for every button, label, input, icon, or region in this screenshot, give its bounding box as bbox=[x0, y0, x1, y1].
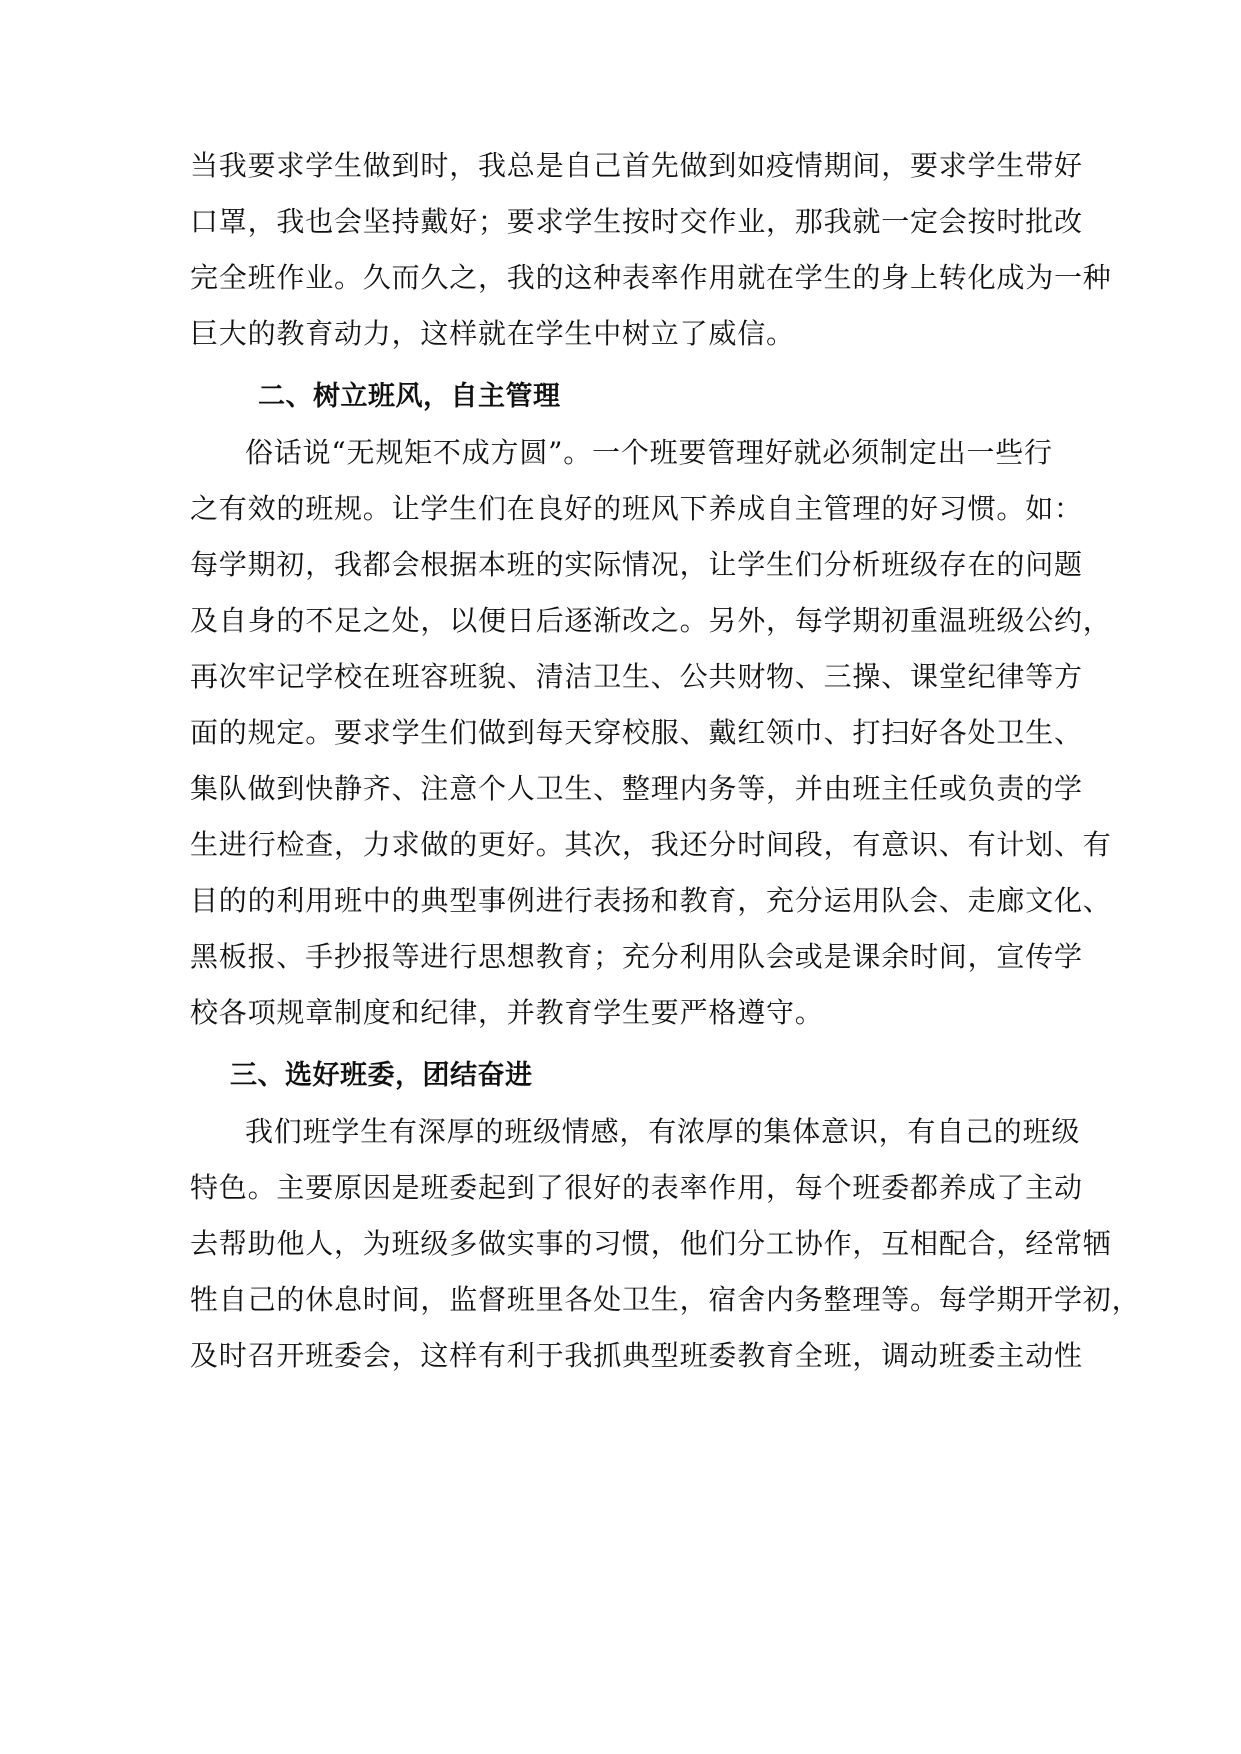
paragraph-2-line-10: 黑板报、手抄报等进行思想教育；充分利用队会或是课余时间，宣传学 bbox=[190, 940, 1083, 973]
paragraph-2-line-8: 生进行检查，力求做的更好。其次，我还分时间段，有意识、有计划、有 bbox=[190, 828, 1112, 861]
paragraph-2-line-2: 之有效的班规。让学生们在良好的班风下养成自主管理的好习惯。如： bbox=[190, 492, 1083, 525]
paragraph-3-line-5: 及时召开班委会，这样有利于我抓典型班委教育全班，调动班委主动性 bbox=[190, 1339, 1083, 1372]
section-heading-2: 二、树立班风，自主管理 bbox=[258, 381, 561, 412]
paragraph-1-line-3: 完全班作业。久而久之，我的这种表率作用就在学生的身上转化成为一种 bbox=[190, 261, 1112, 294]
paragraph-2-line-6: 面的规定。要求学生们做到每天穿校服、戴红领巾、打扫好各处卫生、 bbox=[190, 716, 1083, 749]
paragraph-3-line-4: 牲自己的休息时间，监督班里各处卫生，宿舍内务整理等。每学期开学初， bbox=[190, 1283, 1141, 1316]
paragraph-1-line-2: 口罩，我也会坚持戴好；要求学生按时交作业，那我就一定会按时批改 bbox=[190, 205, 1083, 238]
paragraph-3-line-2: 特色。主要原因是班委起到了很好的表率作用，每个班委都养成了主动 bbox=[190, 1171, 1083, 1204]
paragraph-3-line-1: 我们班学生有深厚的班级情感，有浓厚的集体意识，有自己的班级 bbox=[245, 1115, 1081, 1148]
paragraph-2-line-7: 集队做到快静齐、注意个人卫生、整理内务等，并由班主任或负责的学 bbox=[190, 772, 1083, 805]
paragraph-2-line-4: 及自身的不足之处，以便日后逐渐改之。另外，每学期初重温班级公约， bbox=[190, 604, 1112, 637]
paragraph-2-line-9: 目的的利用班中的典型事例进行表扬和教育，充分运用队会、走廊文化、 bbox=[190, 884, 1112, 917]
paragraph-2-line-3: 每学期初，我都会根据本班的实际情况，让学生们分析班级存在的问题 bbox=[190, 548, 1083, 581]
paragraph-2-line-5: 再次牢记学校在班容班貌、清洁卫生、公共财物、三操、课堂纪律等方 bbox=[190, 660, 1083, 693]
paragraph-1-line-1: 当我要求学生做到时，我总是自己首先做到如疫情期间，要求学生带好 bbox=[190, 149, 1083, 182]
section-heading-3: 三、选好班委，团结奋进 bbox=[230, 1060, 533, 1091]
paragraph-2-line-1: 俗话说“无规矩不成方圆”。一个班要管理好就必须制定出一些行 bbox=[245, 436, 1053, 469]
paragraph-2-line-11: 校各项规章制度和纪律，并教育学生要严格遵守。 bbox=[190, 996, 824, 1029]
paragraph-3-line-3: 去帮助他人，为班级多做实事的习惯，他们分工协作，互相配合，经常牺 bbox=[190, 1227, 1112, 1260]
paragraph-1-line-4: 巨大的教育动力，这样就在学生中树立了威信。 bbox=[190, 317, 795, 350]
